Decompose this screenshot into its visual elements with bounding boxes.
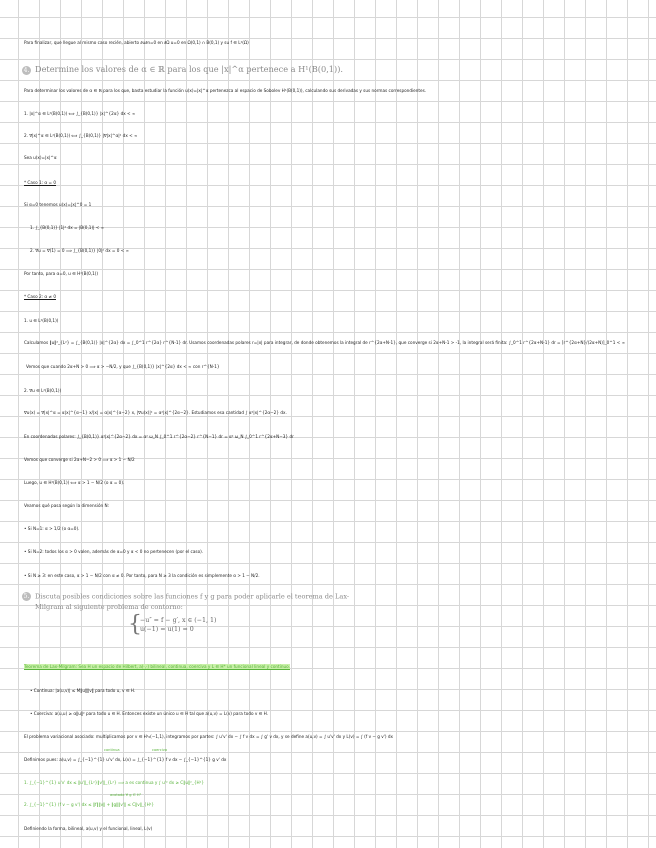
note-line	[24, 802, 224, 808]
equation-line-2: u(−1) = u(1) = 0	[140, 626, 194, 633]
annotation-coerciva: coerciva	[152, 748, 168, 752]
note-line: Definiendo la forma, bilineal, a(u,v) y el funcional, lineal, L(v)	[24, 826, 153, 831]
note-line: Veamos qué pasa según la dimensión N:	[24, 503, 110, 508]
equation-line-1: −u″ = f − g′, x ∈ (−1, 1)	[140, 617, 217, 624]
exercise-5-statement	[22, 592, 349, 601]
note-line: • Si N ≥ 3: en este caso, α > 1 − N/2 con α ≠ 0. Por tanto, para N ≥ 3 la condición es simplemente α > 1 − N/2.	[24, 573, 260, 578]
note-line: Definimos pues: a(u,v) = ∫_{−1}^{1} u'v' dx, L(v) = ∫_{−1}^{1} f v dx − ∫_{−1}^{1} g v' dx	[24, 757, 227, 762]
note-line: 2. ∇|x|^α ∈ L²(B(0,1)) ⟺ ∫_{B(0,1)} |∇|x|^α|² dx < ∞	[24, 133, 138, 138]
note-line: Sea u(x)=|x|^α	[24, 155, 57, 160]
note-line	[24, 664, 364, 670]
exercise-5-text-line-1: Discuta posibles condiciones sobre las funciones f y g para poder aplicarle el teorema de Lax-	[35, 592, 350, 601]
exercise-4-statement	[22, 64, 343, 75]
annotation-continua: continua	[104, 748, 120, 752]
note-line: 1. |x|^α ∈ L²(B(0,1)) ⟺ ∫_{B(0,1)} |x|^{2α} dx < ∞	[24, 111, 136, 116]
note-line: • Si N=1: α > 1/2 (o α=0).	[24, 526, 80, 531]
note-line: Luego, u ∈ H¹(B(0,1)) ⟺ α > 1 − N/2 (o α = 0).	[24, 480, 125, 485]
note-line: Vemos que cuando 2α+N > 0 ⟹ α > −N/2, y que ∫_{B(0,1)} |x|^{2α} dx < ∞ con r^{N-1}	[26, 364, 220, 369]
note-line: 1. ∫_{B(0,1)} |1|² dx = |B(0,1)| < ∞	[30, 225, 105, 230]
note-line: En coordenadas polares: ∫_{B(0,1)} α²|x|^{2α−2} dx = α² ω_N ∫_0^1 r^{2α−2} r^{N−1} dr = α² ω_N ∫_0^1 r^{2α+N−3} dr	[24, 434, 294, 439]
note-line: El problema variacional asociado: multiplicamos por v ∈ H¹₀(−1,1), integramos por partes: ∫ u'v' dx − ∫ f v dx = ∫ g' v dx, y se define a(u,v) = ∫ u'v' dx y L(v) = ∫ (f v − g v') dx	[24, 734, 393, 739]
annotation-bound: acotada ∀ g ∈ H¹	[110, 793, 142, 797]
note-line: • Si N=2: todos los α > 0 valen, además de α=0 y α < 0 no pertenecen (por el caso).	[24, 549, 204, 554]
exercise-number-badge: 4.	[23, 66, 30, 74]
green-item: 2. ∫_{−1}^{1} (f v − g v') dx ≤ ‖f‖‖v‖ + ‖g‖‖v'‖ ≤ C‖v‖_{H¹}	[24, 802, 155, 807]
note-line: Si α=0 tenemos u(x)=|x|^0 = 1	[24, 202, 92, 207]
boundary-system	[140, 616, 216, 634]
note-line: 2. ∇u = ∇(1) = 0 ⟹ ∫_{B(0,1)} |0|² dx = 0 < ∞	[30, 248, 130, 253]
note-line: Para finalizar, que llegue al mismo caso recién, abierto ∂u∂n=0 en ∂Ω u=0 en Ω(0,1) ∩ B(0,1) y su f ∈ L²(Ω)	[24, 40, 249, 45]
note-line: Para determinar los valores de α ∈ ℝ para los que, basta estudiar la función u(x)=|x|^α pertenezca al espacio de Sobolev H¹(B(0,1)), calculando sus derivadas y sus normas correspondientes.	[24, 88, 427, 93]
note-line: Vemos que converge si 2α+N−2 > 0 ⟹ α > 1 − N/2	[24, 457, 135, 462]
note-line: • Continua: |a(u,v)| ≤ M‖u‖‖v‖ para todo u, v ∈ H.	[30, 688, 136, 693]
case-heading: * Caso 1: α = 0	[24, 180, 56, 185]
note-line: • Coerciva: a(u,u) ≥ α‖u‖² para todo u ∈ H. Entonces existe un único u ∈ H tal que a(u,v) = L(v) para todo v ∈ H.	[30, 711, 269, 716]
exercise-5-text-line-2: Milgram al siguiente problema de contorno:	[35, 603, 183, 611]
case-heading: * Caso 2: α ≠ 0	[24, 294, 56, 299]
note-line: 2. ∇u ∈ L²(B(0,1))	[24, 388, 62, 393]
note-line: ∇u(x) = ∇|x|^α = α|x|^{α−1} x/|x| = α|x|^{α−2} x, |∇u(x)|² = α²|x|^{2α−2}. Estudiamos esa cantidad ∫ α²|x|^{2α−2} dx.	[24, 410, 287, 415]
system-brace: {	[128, 612, 142, 637]
exercise-number-badge: 5.	[23, 593, 30, 600]
note-line: Calculamos ‖u‖²_{L²} = ∫_{B(0,1)} |x|^{2α} dx = ∫_0^1 r^{2α} r^{N-1} dr. Usamos coordenadas polares r=|x| para integrar, de donde obtenemos la integral de r^{2α+N-1}, que converge si 2α+N-1 > -1, la integral será finita: ∫_0^1 r^{2α+N-1} dr = [r^{2α+N}/(2α+N)]_0^1 < ∞	[24, 340, 626, 345]
note-line: 1. u ∈ L²(B(0,1))	[24, 318, 59, 323]
note-line	[24, 780, 205, 786]
green-item: 1. ∫_{−1}^{1} u'v' dx ≤ ‖u'‖_{L²}‖v'‖_{L²} ⟹ a es continua y ∫ u'² dx ≥ C‖u‖²_{H¹}	[24, 780, 205, 785]
exercise-4-text: Determine los valores de α ∈ ℝ para los que |x|^α pertenece a H¹(B(0,1)).	[35, 64, 343, 74]
exercise-5-statement-cont	[35, 603, 183, 611]
highlighted-term: Teorema de Lax-Milgram: Sea H un espacio de Hilbert, a(·,·) bilineal, continua, coerciva y L ∈ H* un funcional lineal y continuo.	[24, 664, 290, 669]
note-line: Por tanto, para α=0, u ∈ H¹(B(0,1))	[24, 271, 99, 276]
